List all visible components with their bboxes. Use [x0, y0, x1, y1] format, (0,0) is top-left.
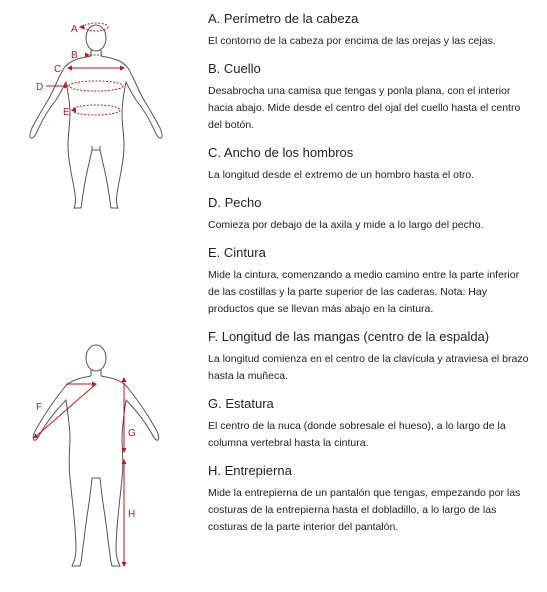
label-d: D [36, 82, 44, 93]
section-height [208, 395, 547, 452]
label-c: C [54, 64, 62, 75]
measurement-instructions [208, 10, 547, 546]
description-line: productos que se llevan más abajo en la cintura. [208, 303, 434, 315]
description-line: El contorno de la cabeza por encima de las orejas y las cejas. [208, 35, 496, 47]
description-line: costuras de la entrepierna hasta el dobladillo, a lo largo de las [208, 504, 497, 516]
section-description [208, 83, 547, 134]
section-title: A. Perímetro de la cabeza [208, 11, 359, 26]
measure-chest [69, 81, 123, 91]
measure-sleeve-back [34, 384, 96, 438]
measure-head [84, 23, 108, 31]
label-g: G [128, 428, 136, 439]
label-a: A [71, 24, 78, 35]
description-line: La longitud desde el extremo de un hombro hasta el otro. [208, 169, 475, 181]
label-h: H [128, 509, 136, 520]
description-line: Mide la cintura, comenzando a medio camino entre la parte inferior [208, 269, 520, 281]
description-line: costuras de la parte interior del pantalón. [208, 521, 399, 533]
measure-waist [72, 105, 120, 115]
description-line: Comieza por debajo de la axila y mide a lo largo del pecho. [208, 219, 484, 231]
section-description [208, 217, 547, 234]
description-line: hasta la muñeca. [208, 370, 288, 382]
section-title: E. Cintura [208, 245, 266, 260]
section-waist [208, 244, 547, 318]
back-label-group [36, 402, 136, 520]
section-title: C. Ancho de los hombros [208, 145, 354, 160]
back-measurements [34, 378, 124, 566]
section-sleeve [208, 328, 547, 385]
section-shoulders [208, 144, 547, 184]
description-line: de las costillas y la parte superior de las caderas. Nota: Hay [208, 286, 487, 298]
label-e: E [63, 107, 70, 118]
body-diagrams-svg [0, 0, 200, 592]
section-chest [208, 194, 547, 234]
section-description [208, 167, 547, 184]
section-neck [208, 60, 547, 134]
section-inseam [208, 462, 547, 536]
section-title: G. Estatura [208, 396, 274, 411]
section-description [208, 418, 547, 452]
description-line: Desabrocha una camisa que tengas y ponla plana, con el interior [208, 85, 511, 97]
description-line: hacia abajo. Mide desde el centro del ojal del cuello hasta el centro [208, 102, 521, 114]
section-title: F. Longitud de las mangas (centro de la espalda) [208, 329, 490, 344]
section-title: B. Cuello [208, 61, 261, 76]
body-measurement-figures [0, 0, 200, 592]
section-title: D. Pecho [208, 195, 262, 210]
section-head [208, 10, 547, 50]
section-title: H. Entrepierna [208, 463, 292, 478]
description-line: La longitud comienza en el centro de la clavícula y atraviesa el brazo [208, 353, 529, 365]
section-description [208, 351, 547, 385]
label-f: F [36, 402, 43, 413]
back-body-figure [33, 345, 159, 566]
description-line: Mide la entrepierna de un pantalón que tengas, empezando por las [208, 487, 521, 499]
description-line: El centro de la nuca (donde sobresale el hueso), a lo largo de la [208, 420, 506, 432]
section-description [208, 485, 547, 536]
label-b: B [71, 50, 78, 61]
section-description [208, 33, 547, 50]
description-line: del botón. [208, 119, 255, 131]
front-label-group [36, 24, 78, 118]
front-body-figure [30, 25, 162, 208]
description-line: columna vertebral hasta la cintura. [208, 437, 369, 449]
section-description [208, 267, 547, 318]
